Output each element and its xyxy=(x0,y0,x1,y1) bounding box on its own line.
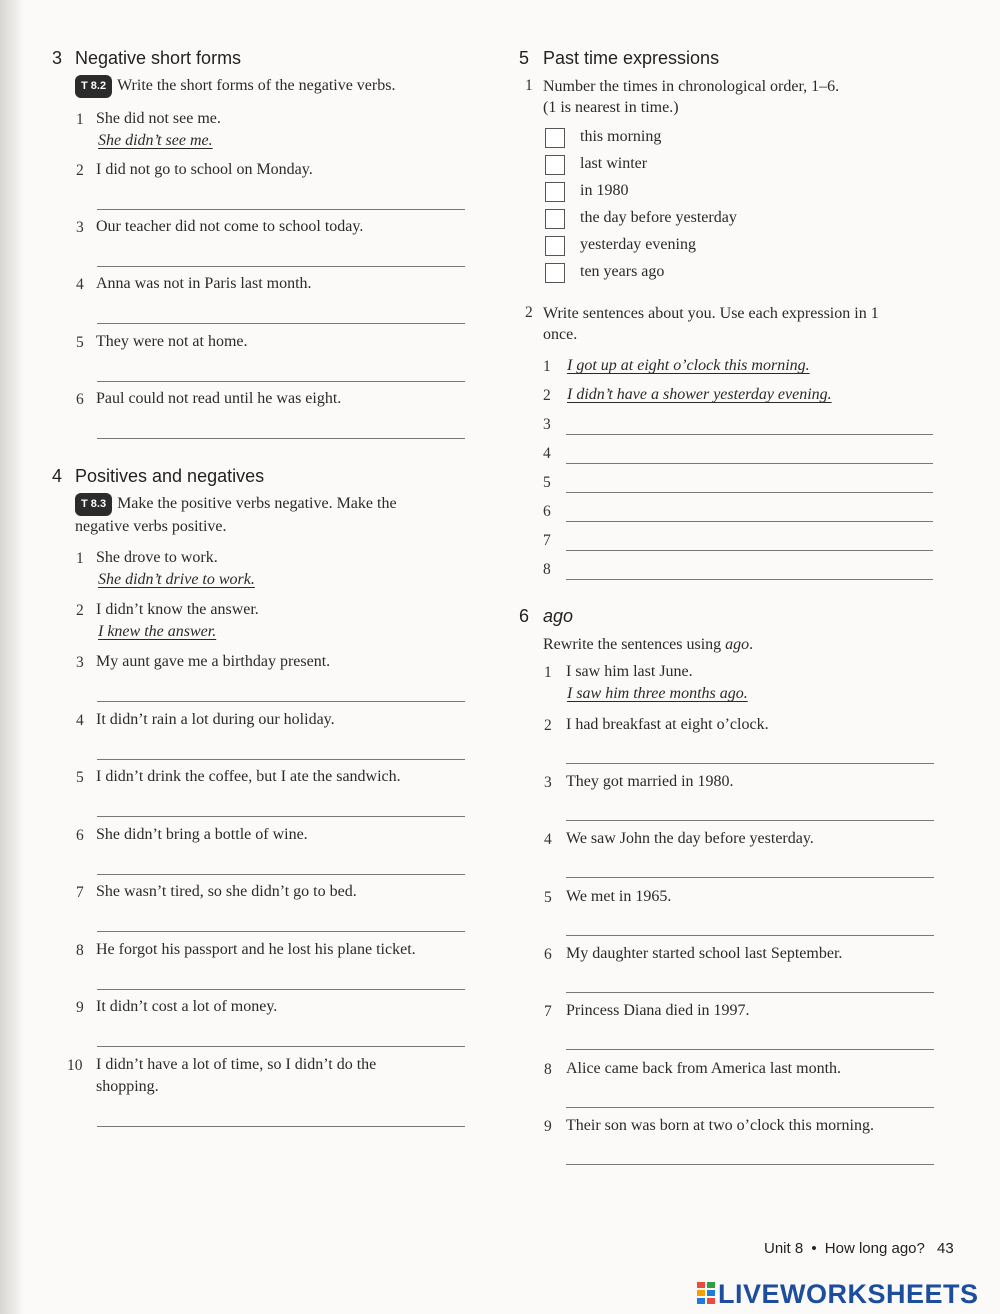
example-answer: I knew the answer. xyxy=(98,623,217,640)
order-number-box[interactable] xyxy=(545,155,565,175)
item-prompt: I had breakfast at eight o’clock. xyxy=(566,716,769,733)
section-5-number: 5 xyxy=(519,48,530,68)
answer-line[interactable] xyxy=(566,877,934,878)
part-1-instruction xyxy=(543,76,839,118)
page-spine-shadow xyxy=(0,0,24,1314)
item-prompt: I didn’t know the answer. xyxy=(96,601,259,618)
instruction-emphasis: ago xyxy=(725,636,750,653)
item-number: 2 xyxy=(544,717,552,734)
item-number: 3 xyxy=(76,654,84,671)
liveworksheets-brand: LIVEWORKSHEETS xyxy=(718,1279,979,1309)
order-number-box[interactable] xyxy=(545,236,565,256)
time-expression: yesterday evening xyxy=(580,236,696,253)
answer-line[interactable] xyxy=(566,820,934,821)
time-expression: this morning xyxy=(580,128,662,145)
instruction-text: Rewrite the sentences using xyxy=(543,636,726,653)
footer-title: How long ago? xyxy=(824,1240,925,1257)
item-prompt: Paul could not read until he was eight. xyxy=(96,390,342,407)
item-number: 1 xyxy=(76,111,84,128)
instruction-text-cont: once. xyxy=(543,326,578,343)
sentence-number: 3 xyxy=(543,416,551,433)
item-prompt: They were not at home. xyxy=(96,333,248,350)
answer-line[interactable] xyxy=(97,931,465,932)
answer-line[interactable] xyxy=(97,381,465,382)
item-prompt: My daughter started school last September. xyxy=(566,945,843,962)
answer-line[interactable] xyxy=(566,434,933,435)
page-number: 43 xyxy=(937,1240,954,1257)
item-prompt: My aunt gave me a birthday present. xyxy=(96,653,331,670)
answer-line[interactable] xyxy=(566,1107,934,1108)
instruction-text: Write sentences about you. Use each expression in 1 xyxy=(543,305,879,322)
sentence-number: 6 xyxy=(543,503,551,520)
answer-line[interactable] xyxy=(566,521,933,522)
item-number: 4 xyxy=(76,276,84,293)
liveworksheets-logo-icon xyxy=(697,1282,715,1304)
order-number-box[interactable] xyxy=(545,209,565,229)
answer-line[interactable] xyxy=(566,935,934,936)
sentence-number: 7 xyxy=(543,532,551,549)
item-prompt: Anna was not in Paris last month. xyxy=(96,275,312,292)
answer-line[interactable] xyxy=(97,874,465,875)
answer-line[interactable] xyxy=(566,492,933,493)
sentence-number: 1 xyxy=(543,358,551,375)
instruction-text: Write the short forms of the negative verbs. xyxy=(117,77,396,94)
section-6-number: 6 xyxy=(519,606,530,626)
answer-line[interactable] xyxy=(97,701,465,702)
item-prompt: She did not see me. xyxy=(96,110,221,127)
audio-track-badge[interactable]: T 8.2 xyxy=(75,75,112,98)
example-answer: I saw him three months ago. xyxy=(567,685,748,702)
item-number: 5 xyxy=(544,889,552,906)
answer-line[interactable] xyxy=(97,323,465,324)
item-number: 10 xyxy=(67,1057,83,1074)
sentence-number: 2 xyxy=(543,387,551,404)
item-prompt: She wasn’t tired, so she didn’t go to bed. xyxy=(96,883,357,900)
sentence-number: 8 xyxy=(543,561,551,578)
item-prompt: Our teacher did not come to school today. xyxy=(96,218,364,235)
item-number: 2 xyxy=(76,602,84,619)
item-prompt: It didn’t rain a lot during our holiday. xyxy=(96,711,335,728)
item-number: 9 xyxy=(76,999,84,1016)
item-number: 7 xyxy=(544,1003,552,1020)
answer-line[interactable] xyxy=(97,1126,465,1127)
footer-separator: • xyxy=(811,1240,817,1257)
item-number: 4 xyxy=(544,831,552,848)
section-6-title: ago xyxy=(543,606,574,626)
answer-line[interactable] xyxy=(566,1164,934,1165)
answer-line[interactable] xyxy=(97,759,465,760)
part-1-number: 1 xyxy=(525,77,533,94)
instruction-text-cont: negative verbs positive. xyxy=(75,518,227,535)
item-prompt: Princess Diana died in 1997. xyxy=(566,1002,750,1019)
item-prompt: I did not go to school on Monday. xyxy=(96,161,313,178)
audio-track-badge[interactable]: T 8.3 xyxy=(75,493,112,516)
item-prompt-cont: shopping. xyxy=(96,1078,159,1095)
page-footer xyxy=(764,1240,954,1257)
time-expression: the day before yesterday xyxy=(580,209,737,226)
item-prompt: Alice came back from America last month. xyxy=(566,1060,842,1077)
section-3-instruction xyxy=(75,75,395,98)
time-expression: last winter xyxy=(580,155,648,172)
answer-line[interactable] xyxy=(97,816,465,817)
item-number: 8 xyxy=(76,942,84,959)
item-number: 1 xyxy=(76,550,84,567)
item-prompt: I saw him last June. xyxy=(566,663,693,680)
item-number: 6 xyxy=(76,391,84,408)
answer-line[interactable] xyxy=(566,579,933,580)
item-prompt: We saw John the day before yesterday. xyxy=(566,830,814,847)
answer-line[interactable] xyxy=(97,1046,465,1047)
answer-line[interactable] xyxy=(566,763,934,764)
item-number: 1 xyxy=(544,664,552,681)
example-answer: She didn’t see me. xyxy=(98,132,213,149)
answer-line[interactable] xyxy=(97,438,465,439)
item-prompt: She didn’t bring a bottle of wine. xyxy=(96,826,308,843)
answer-line[interactable] xyxy=(566,1049,934,1050)
order-number-box[interactable] xyxy=(545,128,565,148)
section-4-instruction xyxy=(75,493,397,537)
item-prompt: I didn’t have a lot of time, so I didn’t do the xyxy=(96,1056,377,1073)
part-2-number: 2 xyxy=(525,304,533,321)
example-answer: She didn’t drive to work. xyxy=(98,571,255,588)
time-expression: in 1980 xyxy=(580,182,629,199)
item-number: 8 xyxy=(544,1061,552,1078)
answer-line[interactable] xyxy=(97,209,465,210)
item-number: 3 xyxy=(544,774,552,791)
part-2-instruction xyxy=(543,303,879,345)
item-number: 6 xyxy=(76,827,84,844)
instruction-text: Number the times in chronological order, 1–6. xyxy=(543,78,840,95)
footer-unit: Unit 8 xyxy=(764,1240,804,1257)
answer-line[interactable] xyxy=(97,266,465,267)
order-number-box[interactable] xyxy=(545,182,565,202)
item-prompt: I didn’t drink the coffee, but I ate the sandwich. xyxy=(96,768,401,785)
answer-line[interactable] xyxy=(566,992,934,993)
section-4-title: Positives and negatives xyxy=(75,466,265,486)
sentence-number: 5 xyxy=(543,474,551,491)
answer-line[interactable] xyxy=(566,550,933,551)
answer-line[interactable] xyxy=(97,989,465,990)
section-4-number: 4 xyxy=(52,466,63,486)
instruction-text: Make the positive verbs negative. Make the xyxy=(117,495,397,512)
order-number-box[interactable] xyxy=(545,263,565,283)
item-number: 5 xyxy=(76,334,84,351)
item-number: 6 xyxy=(544,946,552,963)
sentence-number: 4 xyxy=(543,445,551,462)
item-number: 9 xyxy=(544,1118,552,1135)
item-prompt: She drove to work. xyxy=(96,549,218,566)
section-5-title: Past time expressions xyxy=(543,48,720,68)
item-prompt: It didn’t cost a lot of money. xyxy=(96,998,278,1015)
item-prompt: They got married in 1980. xyxy=(566,773,734,790)
item-prompt: Their son was born at two o’clock this morning. xyxy=(566,1117,874,1134)
instruction-text-cont: (1 is nearest in time.) xyxy=(543,99,679,116)
instruction-period: . xyxy=(749,636,754,653)
item-prompt: We met in 1965. xyxy=(566,888,672,905)
item-number: 3 xyxy=(76,219,84,236)
example-answer: I got up at eight o’clock this morning. xyxy=(567,357,810,374)
item-prompt: He forgot his passport and he lost his plane ticket. xyxy=(96,941,416,958)
time-expression: ten years ago xyxy=(580,263,665,280)
section-3-title: Negative short forms xyxy=(75,48,242,68)
item-number: 4 xyxy=(76,712,84,729)
item-number: 2 xyxy=(76,162,84,179)
section-6-instruction xyxy=(543,634,753,655)
item-number: 5 xyxy=(76,769,84,786)
answer-line[interactable] xyxy=(566,463,933,464)
example-answer: I didn’t have a shower yesterday evening. xyxy=(567,386,832,403)
section-3-number: 3 xyxy=(52,48,63,68)
item-number: 7 xyxy=(76,884,84,901)
